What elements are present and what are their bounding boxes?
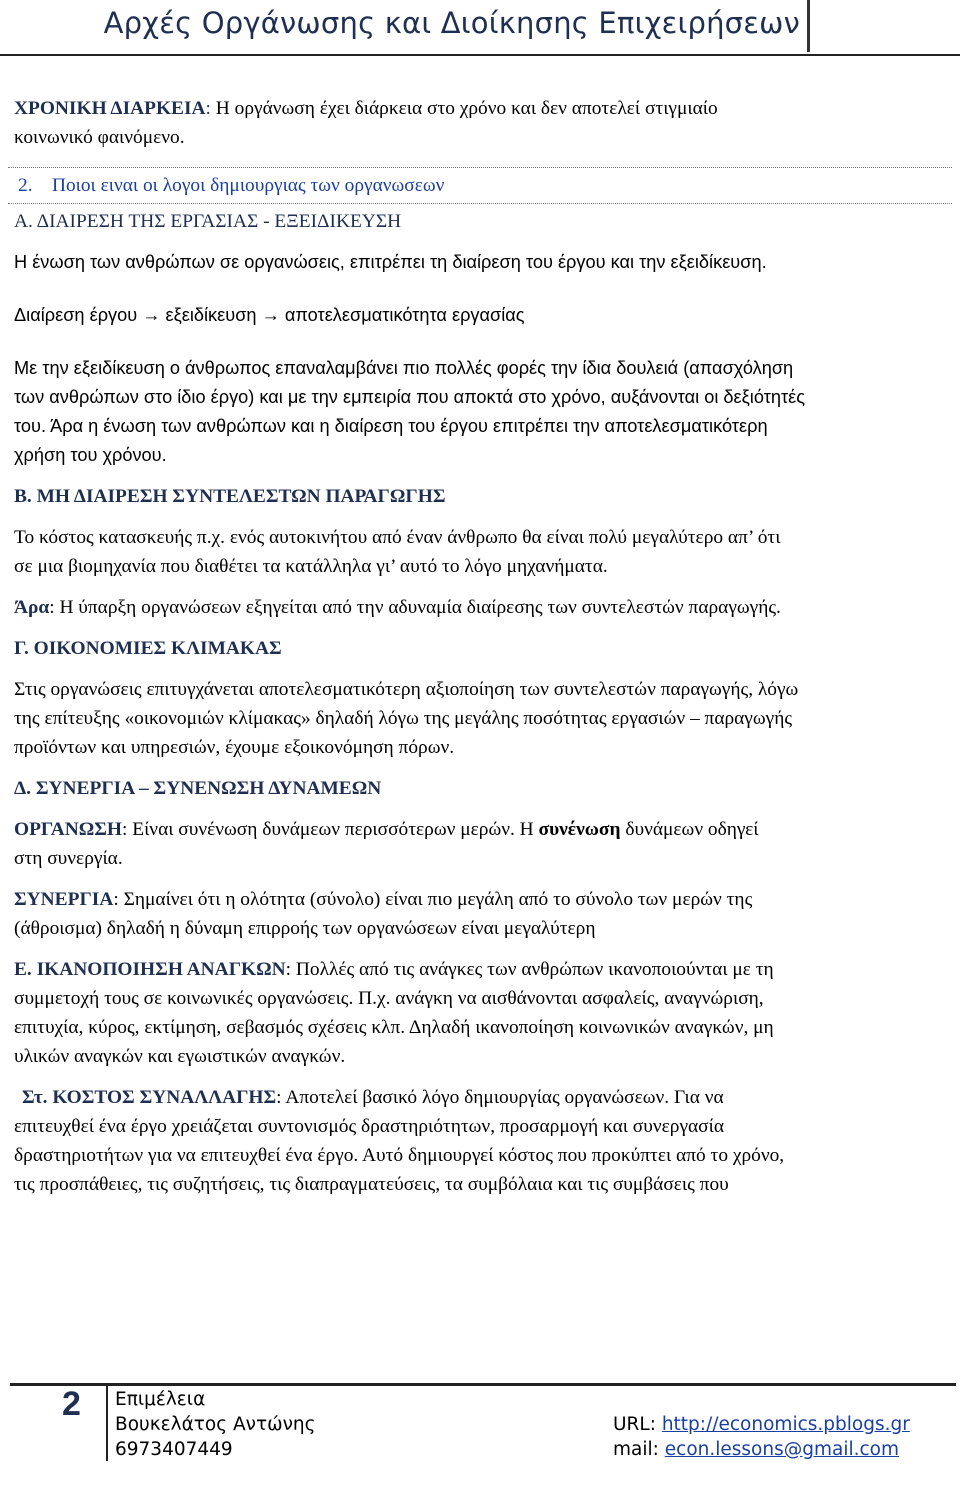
dotted-rule-top bbox=[8, 167, 952, 168]
section-b-p1-line2: σε μια βιομηχανία που διαθέτει τα κατάλληλα γι’ αυτό το λόγο μηχανήματα. bbox=[14, 556, 608, 577]
document-body bbox=[14, 94, 944, 1199]
section-c-line1: Στις οργανώσεις επιτυγχάνεται αποτελεσματικότερη αξιοποίηση των συντελεστών παραγωγής, λόγω bbox=[14, 679, 799, 700]
section-a-p3-line2: των ανθρώπων στο ίδιο έργο) και με την εμπειρία που αποκτά στο χρόνο, αυξάνονται οι δεξιότητές bbox=[14, 387, 806, 407]
section-st-paragraph bbox=[22, 1083, 944, 1112]
page-number: 2 bbox=[62, 1385, 81, 1423]
dotted-rule-bottom bbox=[8, 203, 952, 204]
footer-mail-link[interactable]: econ.lessons@gmail.com bbox=[664, 1439, 899, 1460]
footer-divider-vertical bbox=[106, 1386, 108, 1461]
section-st-line2: επιτευχθεί ένα έργο χρειάζεται συντονισμός δραστηριότητων, προσαρμογή και συνεργασία bbox=[14, 1116, 725, 1137]
section-a-p3-line3: του. Άρα η ένωση των ανθρώπων και η διαίρεση του έργου επιτρέπει την αποτελεσματικότερη bbox=[14, 416, 768, 436]
section-b-conclusion bbox=[14, 593, 944, 622]
conclusion-label: Άρα bbox=[14, 597, 50, 618]
organization-bold: συνένωση bbox=[538, 819, 621, 840]
section2-heading bbox=[18, 171, 944, 200]
footer-mail-label: mail: bbox=[613, 1439, 665, 1460]
duration-text: Η οργάνωση έχει διάρκεια στο χρόνο και δεν αποτελεί στιγμιαίο bbox=[210, 98, 718, 119]
section-st-line4: τις προσπάθειες, τις συζητήσεις, τις διαπραγματεύσεις, τα συμβόλαια και τις συμβάσεις που bbox=[14, 1174, 729, 1195]
section-e-text: : Πολλές από τις ανάγκες των ανθρώπων ικανοποιούνται με τη bbox=[285, 959, 774, 980]
footer-url-link[interactable]: http://economics.pblogs.gr bbox=[661, 1414, 910, 1435]
section-st-line3: δραστηριοτήτων για να επιτευχθεί ένα έργο. Αυτό δημιουργεί κόστος που προκύπτει από το χρόνο, bbox=[14, 1145, 785, 1166]
section-a-p3-line4: χρήση του χρόνου. bbox=[14, 445, 167, 465]
section-e-line4: υλικών αναγκών και εγωιστικών αναγκών. bbox=[14, 1046, 346, 1067]
section-a-p3-line1: Με την εξειδίκευση ο άνθρωπος επαναλαμβάνει πιο πολλές φορές την ίδια δουλειά (απασχόληση bbox=[14, 358, 794, 378]
footer-url-label: URL: bbox=[613, 1414, 662, 1435]
synergy-label: ΣΥΝΕΡΓΙΑ bbox=[14, 889, 114, 910]
duration-line2: κοινωνικό φαινόμενο. bbox=[14, 127, 185, 148]
page-header bbox=[0, 0, 960, 60]
header-title: Αρχές Οργάνωσης και Διοίκησης Επιχειρήσεων bbox=[103, 6, 800, 40]
section-b-p1-line1: Το κόστος κατασκευής π.χ. ενός αυτοκινήτου από έναν άνθρωπο θα είναι πολύ μεγαλύτερο απ’ ότι bbox=[14, 527, 781, 548]
duration-label: ΧΡΟΝΙΚΗ ΔΙΑΡΚΕΙΑ bbox=[14, 98, 206, 119]
section-st-label: Στ. ΚΟΣΤΟΣ ΣΥΝΑΛΛΑΓΗΣ bbox=[22, 1087, 277, 1108]
footer-mail-row bbox=[613, 1437, 910, 1462]
footer-phone: 6973407449 bbox=[115, 1439, 233, 1460]
section-d-heading: Δ. ΣΥΝΕΡΓΙΑ – ΣΥΝΕΝΩΣΗ ΔΥΝΑΜΕΩΝ bbox=[14, 778, 382, 799]
section-st-text: : Αποτελεί βασικό λόγο δημιουργίας οργανώσεων. Για να bbox=[276, 1087, 724, 1108]
section-d-synergy bbox=[14, 885, 944, 914]
organization-label: ΟΡΓΑΝΩΣΗ bbox=[14, 819, 123, 840]
section-e-line3: επιτυχία, κύρος, εκτίμηση, σεβασμός σχέσεις κλπ. Δηλαδή ικανοποίηση κοινωνικών αναγκών, μη bbox=[14, 1017, 774, 1038]
footer-credits bbox=[115, 1387, 316, 1462]
synergy-text: : Σημαίνει ότι η ολότητα (σύνολο) είναι πιο μεγάλη από το σύνολο των μερών της bbox=[113, 889, 753, 910]
section2-number: 2. bbox=[18, 175, 33, 196]
footer-label: Επιμέλεια bbox=[115, 1389, 206, 1410]
organization-text2: δυνάμεων οδηγεί bbox=[620, 819, 759, 840]
section-a-chain: Διαίρεση έργου → εξειδίκευση → αποτελεσματικότητα εργασίας bbox=[14, 305, 525, 325]
footer-contacts bbox=[613, 1412, 910, 1462]
section-e-line2: συμμετοχή τους σε κοινωνικές οργανώσεις. Π.χ. ανάγκη να αισθάνονται ασφαλείς, αναγνώριση, bbox=[14, 988, 764, 1009]
section-b-heading: Β. ΜΗ ΔΙΑΙΡΕΣΗ ΣΥΝΤΕΛΕΣΤΩΝ ΠΑΡΑΓΩΓΗΣ bbox=[14, 486, 446, 507]
footer-author: Βουκελάτος Αντώνης bbox=[115, 1414, 316, 1435]
footer-url-row bbox=[613, 1412, 910, 1437]
section-d-synergy-line2: (άθροισμα) δηλαδή η δύναμη επιρροής των οργανώσεων είναι μεγαλύτερη bbox=[14, 918, 596, 939]
section2-title: Ποιοι ειναι οι λογοι δημιουργιας των οργανωσεων bbox=[51, 175, 445, 196]
footer-divider bbox=[10, 1383, 956, 1386]
duration-paragraph bbox=[14, 94, 944, 123]
header-divider-vertical bbox=[807, 0, 810, 52]
section-a-p1: Η ένωση των ανθρώπων σε οργανώσεις, επιτρέπει τη διαίρεση του έργου και την εξειδίκευση. bbox=[14, 252, 767, 272]
section-e-paragraph bbox=[14, 955, 944, 984]
section-d-organization-line2: στη συνεργία. bbox=[14, 848, 123, 869]
section-e-label: Ε. ΙΚΑΝΟΠΟΙΗΣΗ ΑΝΑΓΚΩΝ bbox=[14, 959, 286, 980]
section-a-heading: Α. ΔΙΑΙΡΕΣΗ ΤΗΣ ΕΡΓΑΣΙΑΣ - ΕΞΕΙΔΙΚΕΥΣΗ bbox=[14, 211, 402, 232]
organization-text1: : Είναι συνένωση δυνάμεων περισσότερων μερών. Η bbox=[122, 819, 539, 840]
section-c-heading: Γ. ΟΙΚΟΝΟΜΙΕΣ ΚΛΙΜΑΚΑΣ bbox=[14, 638, 282, 659]
section-d-organization bbox=[14, 815, 944, 844]
header-divider bbox=[0, 54, 960, 56]
conclusion-text: : Η ύπαρξη οργανώσεων εξηγείται από την αδυναμία διαίρεσης των συντελεστών παραγωγής. bbox=[49, 597, 781, 618]
section-c-line2: της επίτευξης «οικονομιών κλίμακας» δηλαδή λόγω της μεγάλης ποσότητας εργασιών – παραγωγής bbox=[14, 708, 793, 729]
duration-sep: : bbox=[205, 98, 211, 119]
section-c-line3: προϊόντων και υπηρεσιών, έχουμε εξοικονόμηση πόρων. bbox=[14, 737, 455, 758]
